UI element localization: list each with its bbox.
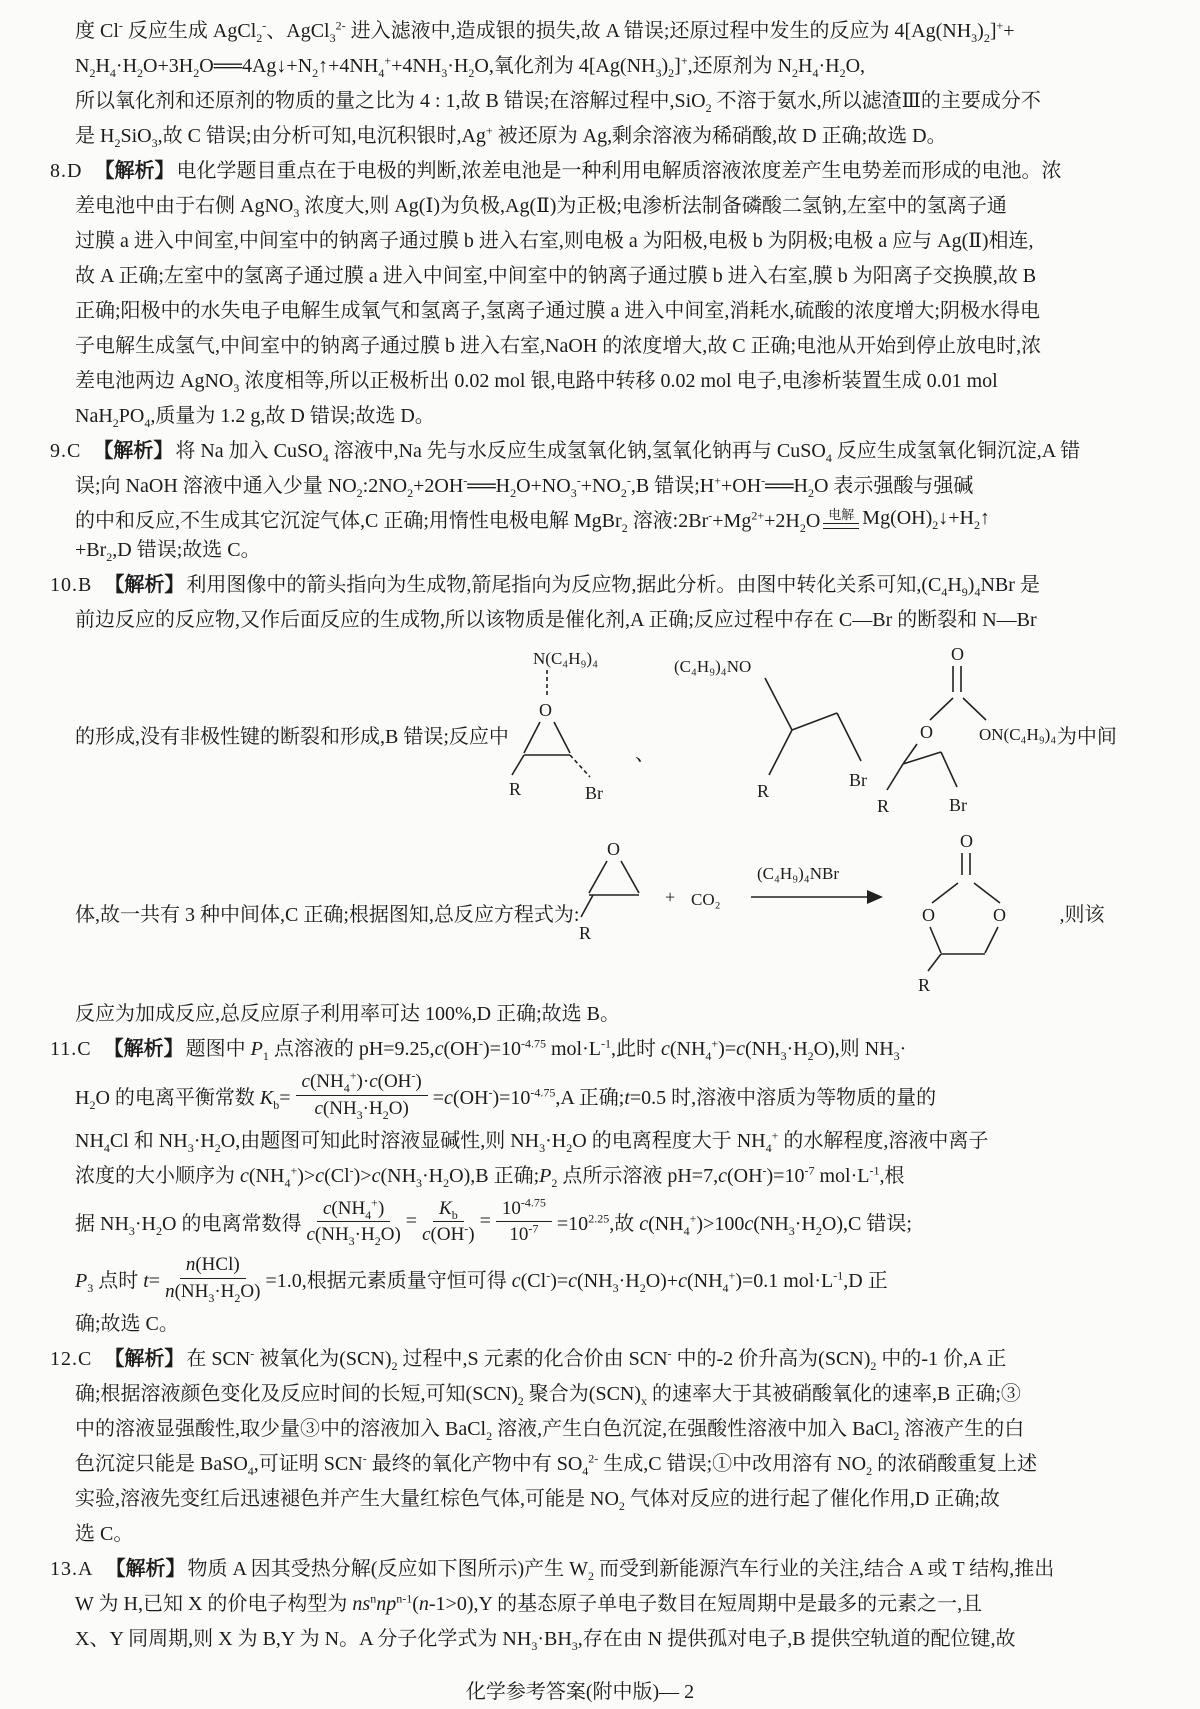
- fraction-pre: $P_3$ 点时 t=: [75, 1269, 161, 1295]
- analysis-tag: 【解析】: [104, 1347, 185, 1370]
- r-group: R: [876, 796, 889, 816]
- question-number: 12.C: [50, 1347, 93, 1370]
- text-line: W 为 H,已知 X 的价电子构型为 $ns^nnp^{n-1}(n-1>0),Y$ 的基态原子单电子数目在短周期中是最多的元素之一,且: [75, 1590, 983, 1615]
- ring-oxygen: O: [919, 722, 933, 742]
- text-line: 子电解生成氢气,中间室中的钠离子通过膜 b 进入右室,NaOH 的浓度增大,故 C 正确;电池从开始到停止放电时,浓: [75, 335, 1042, 357]
- text-line: 差电池两边 AgNO$_3$ 浓度相等,所以正极析出 0.02 mol 银,电路中转移 0.02 mol 电子,电渗析装置生成 0.01 mol: [75, 370, 998, 395]
- continuation-paragraph: [0, 14, 1160, 154]
- kb-over-coh-fraction: [422, 1197, 475, 1248]
- text-line: $+Br_2,D$ 错误;故选 C。: [75, 539, 261, 564]
- text-line: 中的溶液显强酸性,取少量③中的溶液加入 BaCl$_2$ 溶液,产生白色沉淀,在强酸性溶液中加入 BaCl$_2$ 溶液产生的白: [75, 1417, 1025, 1443]
- text-line: 所以氧化剂和还原剂的物质的量之比为 4 : 1,故 B 错误;在溶解过程中,SiO$_2$ 不溶于氨水,所以滤渣Ⅲ的主要成分不: [75, 90, 1041, 115]
- fraction-post: $=10^{2.25}$,故 $c(NH_4^+)>100c(NH_3\cdot H_2O),C$ 错误;: [556, 1211, 912, 1239]
- text-line: 色沉淀只能是 BaSO$_4$,可证明 SCN- 最终的氧化产物中有 $SO_4^{2-}$ 生成,C 错误;①中改用溶有 $NO_2$ 的浓硝酸重复上述: [75, 1450, 1038, 1478]
- answer-item-12: [0, 1342, 1160, 1552]
- text-line: 过膜 a 进入中间室,中间室中的钠离子通过膜 b 进入右室,则电极 a 为阳极,电极 b 为阴极;电极 a 应与 Ag(Ⅱ)相连,: [75, 230, 1034, 252]
- fraction-post: =1.0,根据元素质量守恒可得 $c(Cl^-)=c(NH_3\cdot H_2O)+c(NH_4^+)=0.1$ $mol\cdot L^{-1},D$ 正: [265, 1268, 888, 1295]
- ring-oxygen-left: O: [922, 905, 936, 925]
- analysis-text: 利用图像中的箭头指向为生成物,箭尾指向为反应物,据此分析。由图中转化关系可知$,(C_4H_9)_4NBr$ 是: [186, 574, 1040, 599]
- text-line: [0, 154, 1160, 189]
- fraction-numerator: $K_b$: [433, 1197, 464, 1223]
- carbonyl-oxygen: O: [950, 644, 964, 664]
- oxygen-atom: O: [607, 839, 621, 859]
- equals-sign: =: [479, 1210, 491, 1233]
- fraction-numerator: n(HCl): [180, 1253, 246, 1279]
- text-line: [0, 1032, 1160, 1067]
- overall-reaction-row: [0, 831, 1160, 993]
- equation-post: $Mg(OH)_2↓+H_2↑$: [862, 507, 991, 532]
- double-bond-bar: [823, 523, 859, 529]
- analysis-tag: 【解析】: [105, 1557, 186, 1580]
- fraction-pre: 据 $NH_3\cdot H_2O$ 的电离常数得: [75, 1213, 302, 1239]
- equation-line: [0, 504, 1160, 533]
- text-after-structures: 为中间: [1056, 726, 1117, 748]
- carbonyl-oxygen: O: [960, 831, 974, 851]
- answer-item-10: [0, 568, 1160, 1032]
- question-number: 9.C: [50, 440, 82, 462]
- oxygen-atom: O: [538, 700, 552, 720]
- text-line: [0, 568, 1160, 603]
- bromine-atom: Br: [948, 795, 967, 815]
- text-line: 确;根据溶液颜色变化及反应时间的长短,可知$(SCN)_2$ 聚合为$(SCN)_x$ 的速率大于其被硝酸氧化的速率,B 正确;③: [75, 1382, 1021, 1408]
- co2-formula: CO₂: [691, 890, 721, 909]
- equals-sign: =: [405, 1210, 418, 1233]
- hcl-fraction-line: [0, 1250, 1160, 1307]
- text-line: 前边反应的反应物,又作后面反应的生成物,所以该物质是催化剂,A 正确;反应过程中存在 C—Br 的断裂和 N—Br: [75, 609, 1037, 631]
- equation-pre: 的中和反应,不生成其它沉淀气体,C 正确;用惰性电极电解 MgBr$_2$ 溶液$:2Br^-+Mg^{2+}+2H_2O$: [75, 508, 821, 535]
- analysis-text: 将 Na 加入 CuSO$_4$ 溶液中,Na 先与水反应生成氢氧化钠,氢氧化钠再与 CuSO$_4$ 反应生成氢氧化铜沉淀,A 错: [175, 440, 1081, 465]
- nbu4o-label: (C₄H₉)₄NO: [673, 657, 752, 676]
- fraction-denominator: c(OH-): [422, 1221, 475, 1246]
- fraction-denominator: $n(NH_3\cdot H_2O)$: [165, 1280, 261, 1305]
- fraction-denominator: $10^{-7}$: [509, 1221, 539, 1246]
- analysis-text: 在 SCN- 被氧化为$(SCN)_2$ 过程中,S 元素的化合价由 SCN- 中的-2 价升高为$(SCN)_2$ 中的-1 价,A 正: [186, 1345, 1007, 1373]
- r-group: R: [579, 923, 592, 943]
- fraction-numerator: $10^{-4.75}$: [496, 1197, 552, 1223]
- analysis-text: 电化学题目重点在于电极的判断,浓差电池是一种利用电解质溶液浓度差产生电势差而形成的电池。浓: [176, 160, 1062, 182]
- text-line: $NH_4Cl$ 和 $NH_3\cdot H_2O$,由题图可知此时溶液显碱性,则 $NH_3\cdot H_2O$ 的电离程度大于 $NH_4^+$ 的水解程度,溶液中离子: [75, 1127, 989, 1155]
- r-group: R: [508, 779, 521, 799]
- text-line: 确;故选 C。: [75, 1312, 179, 1335]
- fraction-pre: $H_2O$ 的电离平衡常数 $K_b=$: [75, 1086, 291, 1112]
- arrowhead: [867, 890, 883, 904]
- page-footer: 化学参考答案(附中版)— 2: [465, 1680, 695, 1703]
- answer-item-11: [0, 1032, 1160, 1342]
- analysis-text: 物质 A 因其受热分解(反应如下图所示)产生 $W_2$ 而受到新能源汽车行业的关注,结合 A 或 T 结构,推出: [187, 1557, 1055, 1583]
- question-number: 8.D: [50, 160, 83, 182]
- question-number: 13.A: [50, 1557, 94, 1580]
- analysis-tag: 【解析】: [93, 440, 174, 462]
- intermediate-structures-figure: [509, 642, 1057, 827]
- fraction-denominator: $c(NH_3\cdot H_2O)$: [306, 1224, 401, 1249]
- text-line: 误;向 NaOH 溶液中通入少量 $NO_2:2NO_2+2OH^-══H_2O+NO_3^-+NO_2^-,B$ 错误$;H^++OH^-══H_2O$ 表示强酸与强碱: [75, 473, 974, 500]
- text-before-structures: 的形成,没有非极性键的断裂和形成,B 错误;反应中: [75, 726, 509, 748]
- answer-item-9: [0, 434, 1160, 568]
- analysis-tag: 【解析】: [94, 160, 175, 182]
- text-line: 反应为加成反应,总反应原子利用率可达 100%,D 正确;故选 B。: [75, 1003, 620, 1025]
- question-number: 10.B: [50, 574, 93, 596]
- text-line: [0, 1342, 1160, 1377]
- text-line: $NaH_2PO_4$,质量为 1.2 g,故 D 错误;故选 D。: [75, 405, 435, 430]
- text-line: 故 A 正确;左室中的氢离子通过膜 a 进入中间室,中间室中的钠离子通过膜 b 进入右室,膜 b 为阳离子交换膜,故 B: [75, 265, 1037, 287]
- bromine-atom: Br: [848, 770, 867, 790]
- text-line: 浓度的大小顺序为 $c(NH_4^+)>c(Cl^-)>c(NH_3\cdot H_2O),B$ 正确$;P_2$ 点所示溶液 $pH=7,c(OH^-)=10^{-7}$ $mol\cdot L^{-1}$,根: [75, 1162, 905, 1190]
- text-line: 差电池中由于右侧 AgNO$_3$ 浓度大,则 Ag(Ⅰ)为负极,Ag(Ⅱ)为正极;电渗析法制备磷酸二氢钠,左室中的氢离子通: [75, 195, 1007, 220]
- text-line: [0, 1552, 1160, 1587]
- intermediates-row: [0, 642, 1160, 827]
- hcl-fraction: [165, 1253, 260, 1304]
- catalyst-label: (C₄H₉)₄NBr: [757, 864, 840, 883]
- text-line: $N_2H_4\cdot H_2O+3H_2O══4Ag↓+N_2↑+4NH_4^++4NH_3\cdot H_2O$,氧化剂为 $4[Ag(NH_3)_2]^+$,还原剂为 $N_2H_4\cdot H_2O$,: [75, 53, 866, 80]
- enumeration-comma: 、: [634, 743, 655, 765]
- r-group: R: [756, 781, 769, 801]
- r-group: R: [918, 975, 931, 993]
- fraction-denominator: $c(NH_3\cdot H_2O)$: [314, 1097, 409, 1122]
- text-line: 度 Cl- 反应生成 AgCl$_2$-、AgCl$_3^{2-}$ 进入滤液中,造成银的损失,故 A 错误;还原过程中发生的反应为 $4[Ag(NH_3)_2]^++$: [75, 18, 1015, 45]
- text-line: 实验,溶液先变红后迅速褪色并产生大量红棕色气体,可能是 $NO_2$ 气体对反应的进行起了催化作用,D 正确;故: [75, 1487, 1000, 1513]
- nbu4-label: N(C₄H₉)₄: [532, 649, 598, 668]
- fraction-post: $=c(OH^-)=10^{-4.75},A$ 正确;t=0.5 时,溶液中溶质为等物质的量的: [432, 1085, 937, 1109]
- overall-reaction-figure: [579, 831, 1059, 993]
- text-line: X、Y 同周期,则 X 为 B,Y 为 N。A 分子化学式为 $NH_3\cdot BH_3$,存在由 N 提供孤对电子,B 提供空轨道的配位键,故: [75, 1627, 1016, 1653]
- electrolysis-label: 电解: [828, 507, 855, 522]
- ratio-fraction-line: [0, 1194, 1160, 1251]
- bromine-atom: Br: [584, 783, 603, 803]
- kb-fraction-line: [0, 1067, 1160, 1124]
- text-line: 是 $H_2SiO_3$,故 C 错误;由分析可知,电沉积银时,Ag+ 被还原为 Ag,剩余溶液为稀硝酸,故 D 正确;故选 D。: [75, 123, 947, 150]
- ring-oxygen-right: O: [993, 905, 1007, 925]
- text-line: 正确;阳极中的水失电子电解生成氧气和氢离子,氢离子通过膜 a 进入中间室,消耗水,硫酸的浓度增大;阴极水得电: [75, 300, 1040, 322]
- concentration-ratio-fraction: [306, 1197, 400, 1248]
- onbu4-label: ON(C₄H₉)₄: [978, 725, 1057, 744]
- kb-fraction: [296, 1070, 428, 1121]
- text-line: [0, 434, 1160, 469]
- answer-item-13: [0, 1552, 1160, 1657]
- text-line: 选 C。: [75, 1522, 134, 1545]
- plus-sign: +: [665, 887, 676, 907]
- powers-fraction: [496, 1197, 552, 1248]
- text-after-reaction: ,则该: [1059, 903, 1105, 926]
- analysis-text: 题图中 $P_1$ 点溶液的 $pH=9.25,c(OH^-)=10^{-4.75}$ $mol\cdot L^{-1}$,此时 $c(NH_4^+)=c(NH_3\cdot H_2O)$,则 $NH_3\cdot$: [185, 1036, 907, 1063]
- analysis-tag: 【解析】: [104, 574, 185, 596]
- fraction-numerator: $c(NH_4^+)$: [317, 1197, 390, 1223]
- analysis-tag: 【解析】: [103, 1038, 184, 1060]
- electrolysis-equals: [823, 508, 859, 529]
- text-before-reaction: 体,故一共有 3 种中间体,C 正确;根据图知,总反应方程式为:: [75, 903, 580, 926]
- question-number: 11.C: [50, 1038, 92, 1060]
- answer-item-8: [0, 154, 1160, 434]
- fraction-numerator: $c(NH_4^+)\cdot c(OH^-)$: [296, 1070, 428, 1096]
